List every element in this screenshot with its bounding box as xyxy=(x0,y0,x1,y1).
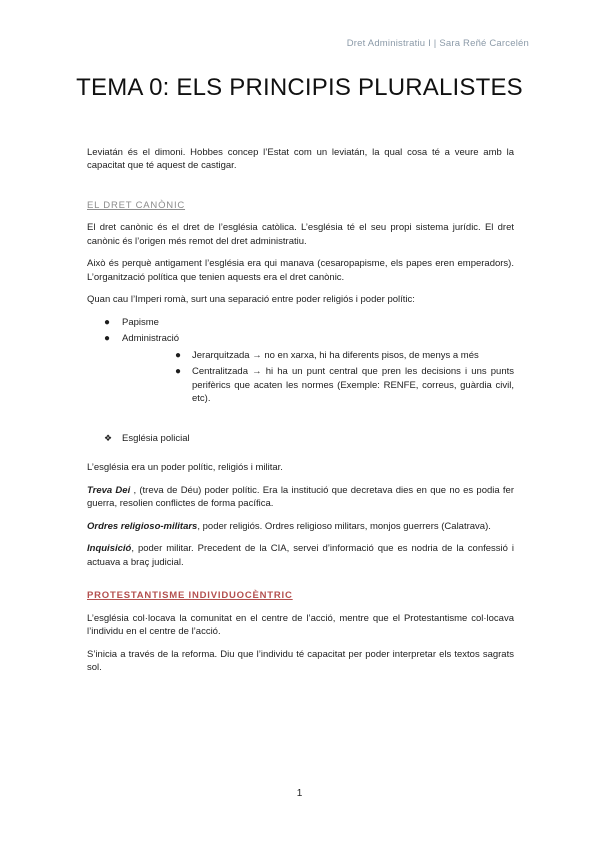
term-inquisicio: Inquisició xyxy=(87,543,132,555)
term-treva-dei: Treva Dei xyxy=(87,484,131,496)
diamond-list-item xyxy=(87,432,514,445)
list-item xyxy=(87,332,514,405)
paragraph-text: , poder religiós. Ordres religioso militars, monjos guerrers (Calatrava). xyxy=(197,520,491,532)
paragraph: El dret canònic és el dret de l’església catòlica. L’església té el seu propi sistema jurídic. El dret canònic és l’origen més remot del dret administratiu. xyxy=(87,222,514,247)
sub-bullet-list xyxy=(122,349,514,406)
bullet-icon: ● xyxy=(104,316,111,328)
page-header: Dret Administratiu I | Sara Reñé Carcelén xyxy=(346,38,529,49)
document-body xyxy=(87,146,514,684)
paragraph: L’església era un poder polític, religiós i militar. xyxy=(87,462,283,474)
sub-list-item-label: Centralitzada → hi ha un punt central que pren les decisions i uns punts perifèrics que acaten les normes (Exemple: RENFE, correus, guàrdia civil, etc). xyxy=(192,366,514,405)
page-number: 1 xyxy=(296,788,303,799)
diamond-list-item-label: Església policial xyxy=(122,432,190,444)
bullet-icon: ● xyxy=(175,366,182,378)
sub-list-item xyxy=(122,349,514,362)
paragraph-ordres xyxy=(87,520,514,533)
paragraph: Això és perquè antigament l’església era qui manava (cesaropapisme, els papes eren emperadors). L’organització política que tenien aquests era el dret canònic. xyxy=(87,258,514,283)
paragraph-treva-dei xyxy=(87,484,514,511)
list-item-label: Administració xyxy=(122,333,180,345)
page-title: TEMA 0: ELS PRINCIPIS PLURALISTES xyxy=(76,74,523,101)
section-heading-dret-canonic: EL DRET CANÒNIC xyxy=(87,199,186,211)
sub-list-item xyxy=(122,365,514,405)
section-heading-protestantisme: PROTESTANTISME INDIVIDUOCÈNTRIC xyxy=(87,590,293,602)
list-item xyxy=(87,316,514,329)
bullet-list xyxy=(87,316,514,406)
paragraph-inquisicio xyxy=(87,542,514,569)
list-item-label: Papisme xyxy=(122,316,159,328)
bullet-icon: ● xyxy=(175,349,182,361)
term-ordres: Ordres religioso-militars xyxy=(87,520,198,532)
paragraph-text: , (treva de Déu) poder polític. Era la institució que decretava dies en que no es podia fer guerra, resolien conflictes de forma pacífica. xyxy=(87,484,514,510)
paragraph: L’església col·locava la comunitat en el centre de l’acció, mentre que el Protestantisme col·locava l’individu en el centre de l’acció. xyxy=(87,612,514,638)
sub-list-item-label: Jerarquitzada → no en xarxa, hi ha diferents pisos, de menys a més xyxy=(192,349,479,361)
paragraph: Quan cau l’Imperi romà, surt una separació entre poder religiós i poder polític: xyxy=(87,294,415,306)
bullet-icon: ● xyxy=(104,333,111,345)
paragraph: S’inicia a través de la reforma. Diu que l’individu té capacitat per poder interpretar els textos sagrats sol. xyxy=(87,648,514,674)
intro-paragraph: Leviatán és el dimoni. Hobbes concep l’Estat com un leviatán, la qual cosa té a veure amb la capacitat que té aquest de castigar. xyxy=(87,147,514,172)
diamond-bullet-icon: ❖ xyxy=(104,432,113,443)
paragraph-text: , poder militar. Precedent de la CIA, servei d’informació que es nodria de la confessió i actuava a braç judicial. xyxy=(87,543,514,568)
